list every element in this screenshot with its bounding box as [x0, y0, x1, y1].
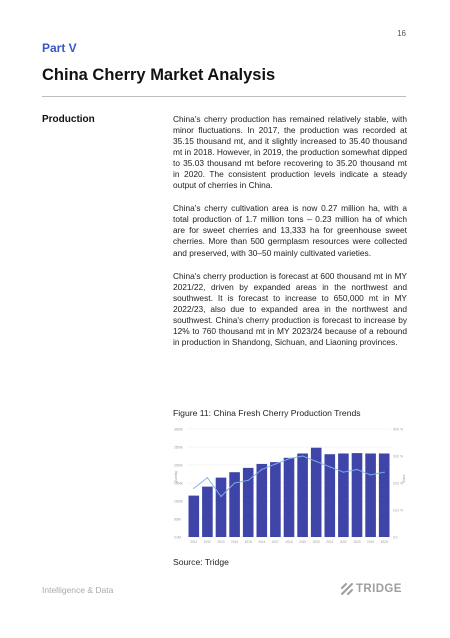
- chart-bar: [365, 453, 376, 537]
- y-tick-label: 500k: [174, 517, 181, 522]
- title-divider: [42, 96, 406, 97]
- y2-axis-label: Share: [402, 474, 406, 483]
- chart-bar: [243, 468, 254, 537]
- y-tick-label: 1500k: [174, 481, 183, 486]
- y2-tick-label: 0.0: [393, 535, 398, 540]
- chart-bar: [338, 453, 349, 537]
- chart-bar: [352, 453, 363, 537]
- share-point: [220, 496, 221, 497]
- share-point: [261, 469, 262, 470]
- chart-bar: [284, 458, 295, 537]
- chart: [173, 423, 407, 551]
- x-tick-label: 2015: [244, 540, 252, 544]
- share-point: [316, 461, 317, 462]
- part-label: Part V: [42, 41, 77, 55]
- chart-bar: [379, 453, 390, 537]
- figure-caption: Figure 11: China Fresh Cherry Production Trends: [173, 408, 361, 418]
- y-tick-label: 3000k: [174, 427, 183, 432]
- share-point: [384, 472, 385, 473]
- chart-bar: [202, 487, 213, 537]
- x-tick-label: 2021: [326, 540, 334, 544]
- share-point: [193, 488, 194, 489]
- share-point: [370, 474, 371, 475]
- section-heading: Production: [42, 114, 95, 125]
- share-point: [234, 482, 235, 483]
- share-point: [275, 464, 276, 465]
- x-tick-label: 2018: [285, 540, 293, 544]
- paragraph-1: China's cherry production has remained relatively stable, with minor fluctuations. In 2017, the production was recorded at 35.15 thousand mt, and it slightly increased to 35.40 thousand mt in 2018. However, in 2019, the production somewhat dipped to 35.03 thousand mt before recovering to 35.20 thousand mt in 2020. The consistent production levels indicate a steady output of cherries in China.: [173, 114, 407, 191]
- y2-tick-label: 10.0 %: [393, 508, 403, 513]
- page-title: China Cherry Market Analysis: [42, 66, 276, 84]
- y-axis-label: Quantity: [174, 471, 178, 483]
- x-tick-label: 2016: [258, 540, 266, 544]
- share-point: [302, 455, 303, 456]
- footer-left-text: Intelligence & Data: [42, 585, 114, 595]
- x-tick-label: 2024: [367, 540, 375, 544]
- share-point: [343, 472, 344, 473]
- y-tick-label: 2000k: [174, 463, 183, 468]
- chart-bar: [297, 453, 308, 537]
- x-tick-label: 2012: [203, 540, 211, 544]
- y-tick-label: 2500k: [174, 445, 183, 450]
- x-tick-label: 2025: [380, 540, 388, 544]
- paragraph-3: China's cherry production is forecast at 600 thousand mt in MY 2021/22, driven by expanded areas in the northwest and southwest. It is forecast to increase to 650,000 mt in MY 2022/23, also due to expanded area in the northwest and southwest. China's cherry production is forecast to increase by 12% to 760 thousand mt in MY 2023/24 because of a rebound in production in Shandong, Sichuan, and Liaoning provinces.: [173, 270, 407, 347]
- x-tick-label: 2023: [353, 540, 361, 544]
- paragraph-2: China's cherry cultivation area is now 0.27 million ha, with a total production of 1.7 million tons – 0.23 million ha of which are for sweet cherries and 13,333 ha for greenhouse sweet cherries. More than 500 germplasm resources were collected and preserved, with 30–50 mainly cultivated varieties.: [173, 203, 407, 258]
- x-tick-label: 2011: [190, 540, 198, 544]
- x-tick-label: 2014: [231, 540, 239, 544]
- chart-bar: [216, 478, 227, 537]
- y2-tick-label: 20.0 %: [393, 481, 403, 486]
- y2-tick-label: 30.0 %: [393, 454, 403, 459]
- x-tick-label: 2013: [217, 540, 225, 544]
- chart-bar: [188, 496, 199, 537]
- production-chart: [173, 423, 407, 551]
- y2-tick-label: 40.0 %: [393, 427, 403, 432]
- tridge-logo-icon: [341, 583, 353, 595]
- share-point: [248, 480, 249, 481]
- x-tick-label: 2017: [271, 540, 279, 544]
- section-body: [173, 114, 407, 360]
- chart-bar: [256, 464, 267, 537]
- page-number: 16: [397, 29, 406, 38]
- share-point: [329, 466, 330, 467]
- brand-name: TRIDGE: [356, 583, 402, 595]
- y-tick-label: 1000k: [174, 499, 183, 504]
- share-point: [356, 469, 357, 470]
- y-tick-label: 0.0M: [174, 535, 182, 540]
- figure-source: Source: Tridge: [173, 557, 229, 567]
- x-tick-label: 2022: [339, 540, 347, 544]
- share-point: [288, 458, 289, 459]
- share-point: [207, 477, 208, 478]
- chart-bar: [270, 462, 281, 537]
- x-tick-label: 2019: [299, 540, 307, 544]
- footer-brand: [341, 583, 402, 595]
- x-tick-label: 2020: [312, 540, 320, 544]
